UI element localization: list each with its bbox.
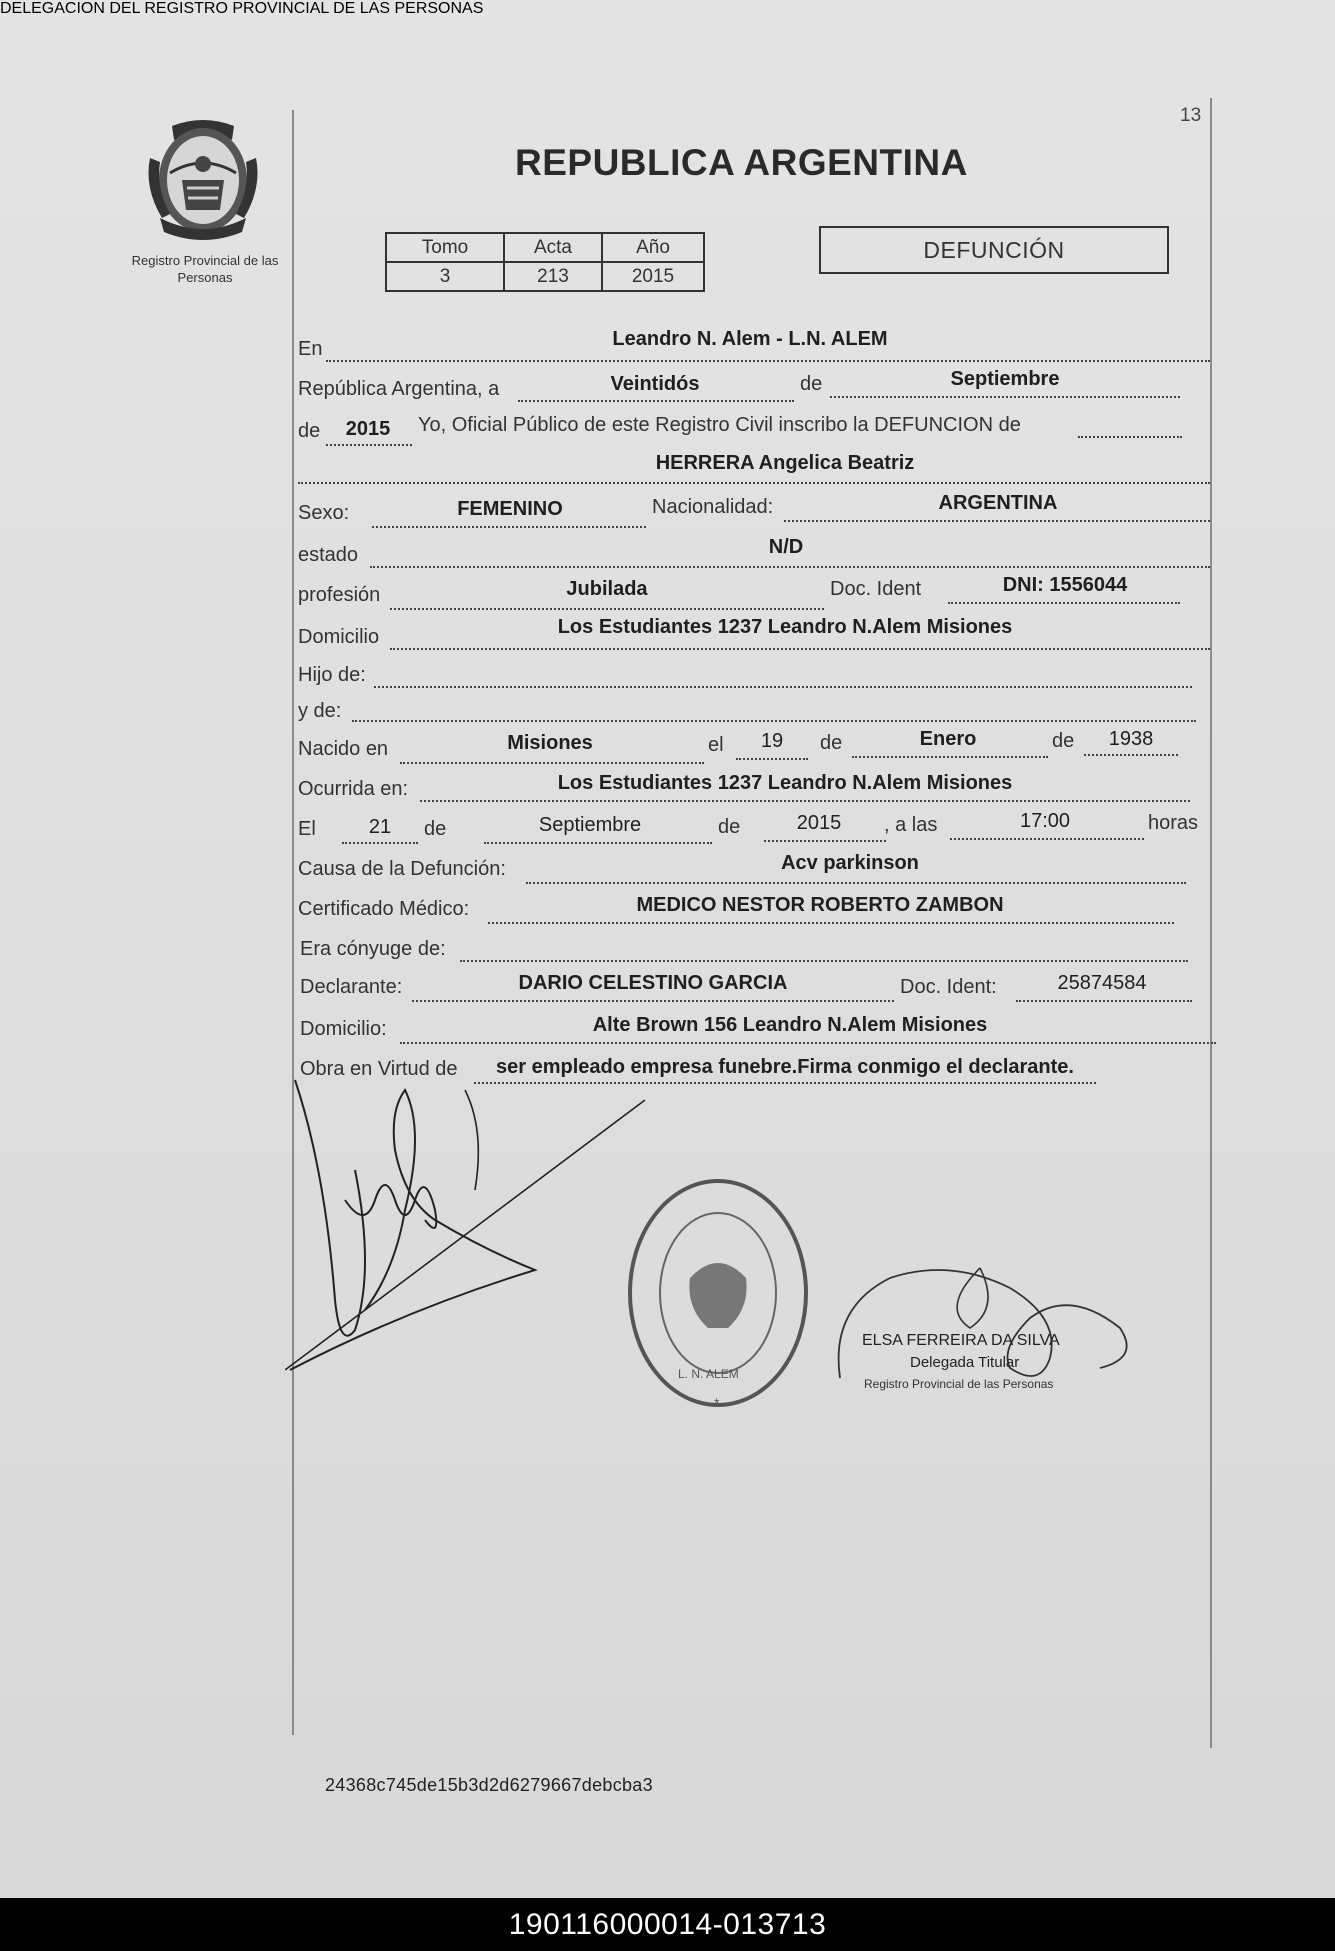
signer-name: ELSA FERREIRA DA SILVA bbox=[862, 1332, 1060, 1349]
registry-label: Registro Provincial de las Personas bbox=[131, 253, 279, 285]
death-day-line bbox=[342, 842, 418, 844]
record-type-box: DEFUNCIÓN bbox=[819, 226, 1169, 274]
born-place-line bbox=[400, 762, 704, 764]
document-title: REPUBLICA ARGENTINA bbox=[515, 142, 968, 183]
child-of-label: Hijo de: bbox=[298, 664, 366, 686]
year-line bbox=[326, 444, 412, 446]
day-line bbox=[518, 400, 794, 402]
death-month-value: Septiembre bbox=[538, 814, 642, 836]
declarant-value: DARIO CELESTINO GARCIA bbox=[518, 972, 788, 994]
de-label-5: de bbox=[424, 818, 447, 840]
document-id: 190116000014-013713 bbox=[508, 1908, 827, 1941]
profession-label: profesión bbox=[298, 584, 381, 606]
name-line bbox=[298, 482, 1210, 484]
born-place-value: Misiones bbox=[507, 732, 593, 754]
month-value: Septiembre bbox=[950, 368, 1060, 390]
at-label: , a las bbox=[884, 814, 938, 836]
address-value: Los Estudiantes 1237 Leandro N.Alem Misiones bbox=[557, 616, 1013, 638]
certificate-line bbox=[488, 922, 1174, 924]
declarant-address-value: Alte Brown 156 Leandro N.Alem Misiones bbox=[592, 1014, 988, 1036]
svg-text:*: * bbox=[714, 1395, 720, 1411]
spouse-line bbox=[460, 960, 1188, 962]
province-seal-logo bbox=[142, 118, 264, 243]
right-margin-line bbox=[1210, 98, 1212, 1748]
declarant-doc-value: 25874584 bbox=[1057, 972, 1147, 994]
and-of-label: y de: bbox=[298, 700, 342, 722]
republic-label: República Argentina, a bbox=[298, 378, 500, 400]
declarant-doc-line bbox=[1016, 1000, 1192, 1002]
officer-line bbox=[1078, 436, 1182, 438]
ano-header: Año bbox=[602, 233, 704, 262]
page-number: 13 bbox=[1180, 105, 1202, 126]
left-margin-line bbox=[292, 110, 294, 1735]
civil-status-label: estado bbox=[298, 544, 359, 566]
death-month-line bbox=[484, 842, 712, 844]
death-day-value: 21 bbox=[368, 816, 392, 838]
born-label: Nacido en bbox=[298, 738, 389, 760]
occurred-line bbox=[420, 800, 1190, 802]
hours-label: horas bbox=[1148, 812, 1199, 834]
sex-line bbox=[372, 526, 646, 528]
svg-text:L. N. ALEM: L. N. ALEM bbox=[678, 1367, 739, 1381]
acta-header: Acta bbox=[504, 233, 602, 262]
declarant-address-label: Domicilio: bbox=[300, 1018, 387, 1040]
spouse-label: Era cónyuge de: bbox=[300, 938, 446, 960]
declarant-label: Declarante: bbox=[300, 976, 403, 998]
born-day-line bbox=[736, 758, 808, 760]
profession-value: Jubilada bbox=[566, 578, 648, 600]
day-words-value: Veintidós bbox=[610, 373, 700, 395]
doc-label: Doc. Ident bbox=[830, 578, 922, 600]
address-label: Domicilio bbox=[298, 626, 380, 648]
declarant-line bbox=[412, 1000, 894, 1002]
born-month-value: Enero bbox=[919, 728, 977, 750]
en-label: En bbox=[298, 338, 323, 360]
civil-status-line bbox=[370, 566, 1210, 568]
civil-status-value: N/D bbox=[768, 536, 804, 558]
occurred-label: Ocurrida en: bbox=[298, 778, 409, 800]
signer-office: Registro Provincial de las Personas bbox=[864, 1377, 1054, 1391]
closing-label: Obra en Virtud de bbox=[300, 1058, 458, 1080]
cause-line bbox=[526, 882, 1186, 884]
closing-text: ser empleado empresa funebre.Firma conmigo el declarante. bbox=[496, 1056, 1074, 1078]
place-line bbox=[326, 360, 1210, 362]
tomo-value: 3 bbox=[386, 262, 504, 291]
certificate-value: MEDICO NESTOR ROBERTO ZAMBON bbox=[636, 894, 1004, 916]
death-time-line bbox=[950, 838, 1144, 840]
el-label-2: El bbox=[298, 818, 316, 840]
nationality-value: ARGENTINA bbox=[938, 492, 1058, 514]
el-label: el bbox=[708, 734, 724, 756]
acta-value: 213 bbox=[504, 262, 602, 291]
death-year-value: 2015 bbox=[796, 812, 842, 834]
place-value: Leandro N. Alem - L.N. ALEM bbox=[612, 328, 888, 350]
child-of-line bbox=[374, 686, 1192, 688]
de-label-3: de bbox=[820, 732, 843, 754]
de-label-1: de bbox=[800, 373, 823, 395]
declarant-doc-label: Doc. Ident: bbox=[900, 976, 997, 998]
sex-value: FEMENINO bbox=[457, 498, 563, 520]
address-line bbox=[390, 648, 1210, 650]
sex-label: Sexo: bbox=[298, 502, 350, 524]
cause-label: Causa de la Defunción: bbox=[298, 858, 506, 880]
document-id-bar bbox=[0, 1898, 1335, 1951]
de-label-2: de bbox=[298, 420, 321, 442]
born-year-value: 1938 bbox=[1108, 728, 1154, 750]
doc-line bbox=[948, 602, 1180, 604]
document-hash: 24368c745de15b3d2d6279667debcba3 bbox=[325, 1775, 653, 1795]
death-year-line bbox=[764, 840, 886, 842]
nationality-line bbox=[784, 520, 1210, 522]
year-value: 2015 bbox=[345, 418, 391, 440]
tomo-header: Tomo bbox=[386, 233, 504, 262]
official-stamp bbox=[618, 1168, 818, 1418]
doc-value: DNI: 1556044 bbox=[1002, 574, 1128, 596]
born-year-line bbox=[1084, 754, 1178, 756]
ano-value: 2015 bbox=[602, 262, 704, 291]
month-line bbox=[830, 396, 1180, 398]
certificate-label: Certificado Médico: bbox=[298, 898, 470, 920]
and-of-line bbox=[352, 720, 1196, 722]
profession-line bbox=[390, 608, 824, 610]
nationality-label: Nacionalidad: bbox=[652, 496, 774, 518]
declarant-address-line bbox=[400, 1042, 1216, 1044]
stamp-lettering: DELEGACION DEL REGISTRO PROVINCIAL DE LAS PERSONAS bbox=[0, 0, 484, 17]
record-table bbox=[385, 232, 705, 292]
cause-value: Acv parkinson bbox=[781, 852, 919, 874]
signer-role: Delegada Titular bbox=[910, 1354, 1020, 1371]
born-day-value: 19 bbox=[760, 730, 784, 752]
de-label-4: de bbox=[1052, 730, 1075, 752]
born-month-line bbox=[852, 756, 1048, 758]
occurred-place-value: Los Estudiantes 1237 Leandro N.Alem Misiones bbox=[557, 772, 1013, 794]
de-label-6: de bbox=[718, 816, 741, 838]
deceased-name-value: HERRERA Angelica Beatriz bbox=[655, 452, 915, 474]
death-time-value: 17:00 bbox=[1019, 810, 1071, 832]
officer-text: Yo, Oficial Público de este Registro Civil inscribo la DEFUNCION de bbox=[418, 414, 1021, 436]
